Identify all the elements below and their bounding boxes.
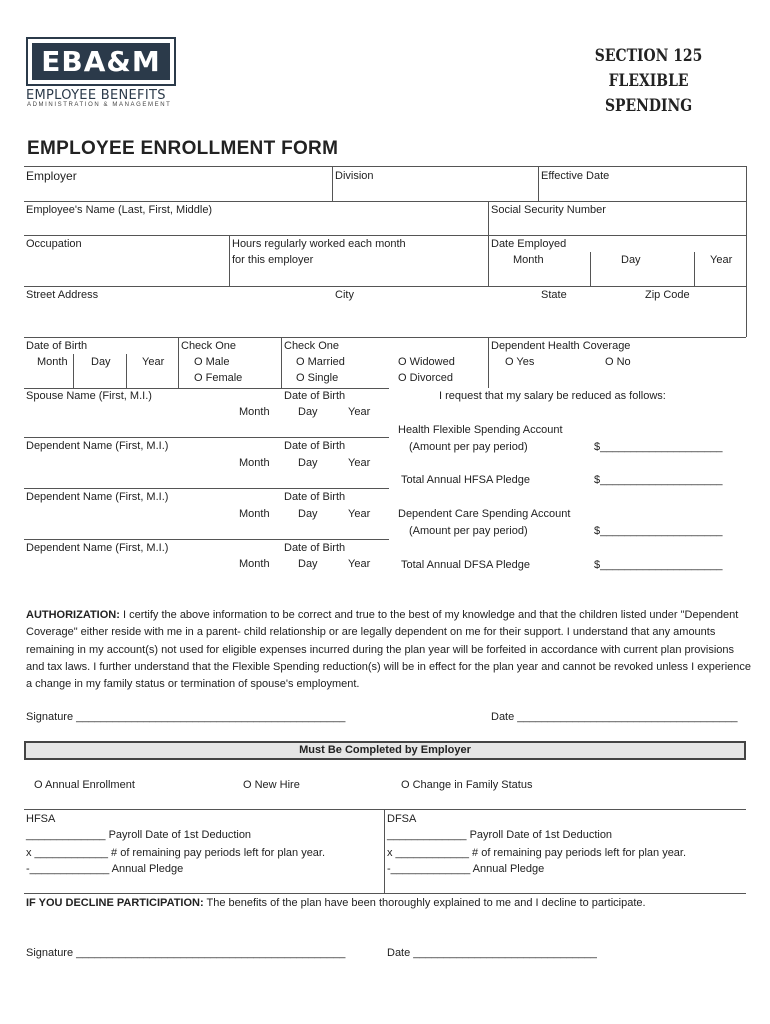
rule-row2 xyxy=(24,235,746,236)
dependent-3-dob-label: Date of Birth xyxy=(284,542,346,554)
state-label: State xyxy=(541,289,567,301)
coverage-no-option[interactable]: O No xyxy=(605,356,631,368)
occupation-label: Occupation xyxy=(26,238,82,250)
hours-label-1: Hours regularly worked each month xyxy=(232,238,406,250)
form-title: EMPLOYEE ENROLLMENT FORM xyxy=(27,138,339,159)
dfsa-annual-pledge[interactable]: -_____________ Annual Pledge xyxy=(387,863,545,875)
spouse-day-label: Day xyxy=(298,406,318,418)
dcsa-account-label: Dependent Care Spending Account xyxy=(398,508,571,520)
vrule-dob-year xyxy=(126,354,127,388)
rule-top xyxy=(24,166,746,167)
rule-dob xyxy=(24,388,389,389)
employer-label: Employer xyxy=(26,169,77,183)
rule-row3 xyxy=(24,286,746,287)
spouse-year-label: Year xyxy=(348,406,371,418)
salary-request-text: I request that my salary be reduced as follows: xyxy=(439,390,666,402)
annual-enrollment-option[interactable]: O Annual Enrollment xyxy=(34,779,135,791)
dcsa-amount-label: (Amount per pay period) xyxy=(409,525,528,537)
vrule-division xyxy=(332,166,333,201)
male-option[interactable]: O Male xyxy=(194,356,230,368)
widowed-option[interactable]: O Widowed xyxy=(398,356,455,368)
employed-month-label: Month xyxy=(513,254,544,266)
hfsa-pay-periods[interactable]: x ____________ # of remaining pay periods left for plan year. xyxy=(26,847,326,859)
new-hire-option[interactable]: O New Hire xyxy=(243,779,300,791)
rule-employer xyxy=(24,809,746,810)
dfsa-total-field[interactable]: $____________________ xyxy=(594,559,723,571)
hours-label-2: for this employer xyxy=(232,254,314,266)
dependent-2-dob-label: Date of Birth xyxy=(284,491,346,503)
city-label: City xyxy=(335,289,354,301)
rule-row4 xyxy=(24,337,746,338)
rule-row1 xyxy=(24,201,746,202)
authorization-text: I certify the above information to be correct and true to the best of my knowledge and that the children listed under "Dependent Coverage" either reside with me in a parent- child relationship or are legally dependent on me for their support. I understand that any amounts remaining in my account(s) not used for eligible expenses incurred during the plan year will be forfeited in accordance with current plan provisions and tax laws. I further understand that the Flexible Spending reduction(s) will be in effect for the plan year and cannot be revoked unless I experience a change in my family status or termination of spouse's employment. xyxy=(26,609,752,691)
dob-month-label: Month xyxy=(37,356,68,368)
division-label: Division xyxy=(335,170,374,182)
vrule-hfsa-dfsa xyxy=(384,809,385,893)
effective-date-label: Effective Date xyxy=(541,170,610,182)
dob-day-label: Day xyxy=(91,356,111,368)
section-line-2: FLEXIBLE xyxy=(608,71,689,91)
dependent-3-month: Month xyxy=(239,558,270,570)
employed-day-label: Day xyxy=(621,254,641,266)
authorization-label: AUTHORIZATION: xyxy=(26,609,120,621)
company-logo xyxy=(26,37,176,86)
dependent-2-month: Month xyxy=(239,508,270,520)
hfsa-total-label: Total Annual HFSA Pledge xyxy=(401,474,531,486)
rule-dep2 xyxy=(24,539,389,540)
dependent-2-day: Day xyxy=(298,508,318,520)
check-one-status-label: Check One xyxy=(284,340,340,352)
check-one-gender-label: Check One xyxy=(181,340,237,352)
vrule-check2 xyxy=(281,337,282,388)
street-label: Street Address xyxy=(26,289,99,301)
dcsa-amount-field[interactable]: $____________________ xyxy=(594,525,723,537)
employee-name-label: Employee's Name (Last, First, Middle) xyxy=(26,204,213,216)
vrule-ssn xyxy=(488,201,489,286)
decline-statement xyxy=(26,897,646,909)
rule-dep1 xyxy=(24,488,389,489)
rule-hfsa xyxy=(24,893,746,894)
hfsa-annual-pledge[interactable]: -_____________ Annual Pledge xyxy=(26,863,184,875)
dependent-1-day: Day xyxy=(298,457,318,469)
logo-mark: EBA&M xyxy=(32,43,170,80)
change-family-status-option[interactable]: O Change in Family Status xyxy=(401,779,533,791)
dfsa-block-title: DFSA xyxy=(387,813,417,825)
dependent-1-month: Month xyxy=(239,457,270,469)
female-option[interactable]: O Female xyxy=(194,372,243,384)
dfsa-payroll-date[interactable]: _____________ Payroll Date of 1st Deduction xyxy=(387,829,613,841)
hfsa-amount-label: (Amount per pay period) xyxy=(409,441,528,453)
section-title xyxy=(595,44,703,119)
dependent-1-name-label: Dependent Name (First, M.I.) xyxy=(26,440,169,452)
spouse-month-label: Month xyxy=(239,406,270,418)
spouse-name-label: Spouse Name (First, M.I.) xyxy=(26,390,152,402)
logo-tagline: EMPLOYEE BENEFITS xyxy=(26,88,166,103)
dfsa-total-label: Total Annual DFSA Pledge xyxy=(401,559,531,571)
dob-year-label: Year xyxy=(142,356,165,368)
signature-field-1[interactable]: Signature ____________________________________________ xyxy=(26,711,346,723)
dependent-2-year: Year xyxy=(348,508,371,520)
dob-label: Date of Birth xyxy=(26,340,88,352)
vrule-year xyxy=(694,252,695,286)
hfsa-amount-field[interactable]: $____________________ xyxy=(594,441,723,453)
signature-field-2[interactable]: Signature ____________________________________________ xyxy=(26,947,346,959)
dependent-2-name-label: Dependent Name (First, M.I.) xyxy=(26,491,169,503)
dependent-3-year: Year xyxy=(348,558,371,570)
dependent-3-name-label: Dependent Name (First, M.I.) xyxy=(26,542,169,554)
decline-text: The benefits of the plan have been thoroughly explained to me and I decline to participate. xyxy=(203,897,646,909)
rule-spouse xyxy=(24,437,389,438)
coverage-yes-option[interactable]: O Yes xyxy=(505,356,535,368)
hfsa-account-label: Health Flexible Spending Account xyxy=(398,424,563,436)
married-option[interactable]: O Married xyxy=(296,356,345,368)
hfsa-total-field[interactable]: $____________________ xyxy=(594,474,723,486)
dependent-3-day: Day xyxy=(298,558,318,570)
vrule-dob-day xyxy=(73,354,74,388)
authorization-paragraph xyxy=(26,607,751,693)
date-field-1[interactable]: Date ____________________________________ xyxy=(491,711,738,723)
section-line-3: SPENDING xyxy=(604,96,693,116)
spouse-dob-label: Date of Birth xyxy=(284,390,346,402)
date-employed-label: Date Employed xyxy=(491,238,567,250)
dependent-1-year: Year xyxy=(348,457,371,469)
date-field-2[interactable]: Date ______________________________ xyxy=(387,947,597,959)
employer-section-header: Must Be Completed by Employer xyxy=(24,741,746,760)
hfsa-block-title: HFSA xyxy=(26,813,56,825)
vrule-coverage xyxy=(488,337,489,388)
dependent-coverage-label: Dependent Health Coverage xyxy=(491,340,631,352)
ssn-label: Social Security Number xyxy=(491,204,606,216)
dfsa-pay-periods[interactable]: x ____________ # of remaining pay periods left for plan year. xyxy=(387,847,687,859)
hfsa-payroll-date[interactable]: _____________ Payroll Date of 1st Deduction xyxy=(26,829,252,841)
vrule-day xyxy=(590,252,591,286)
vrule-right xyxy=(746,166,747,337)
employed-year-label: Year xyxy=(710,254,733,266)
section-line-1: SECTION 125 xyxy=(594,46,703,66)
decline-label: IF YOU DECLINE PARTICIPATION: xyxy=(26,897,204,909)
zip-label: Zip Code xyxy=(645,289,690,301)
single-option[interactable]: O Single xyxy=(296,372,339,384)
vrule-effective xyxy=(538,166,539,201)
logo-subtagline: ADMINISTRATION & MANAGEMENT xyxy=(27,102,172,108)
vrule-check1 xyxy=(178,337,179,388)
divorced-option[interactable]: O Divorced xyxy=(398,372,454,384)
dependent-1-dob-label: Date of Birth xyxy=(284,440,346,452)
vrule-hours xyxy=(229,235,230,286)
